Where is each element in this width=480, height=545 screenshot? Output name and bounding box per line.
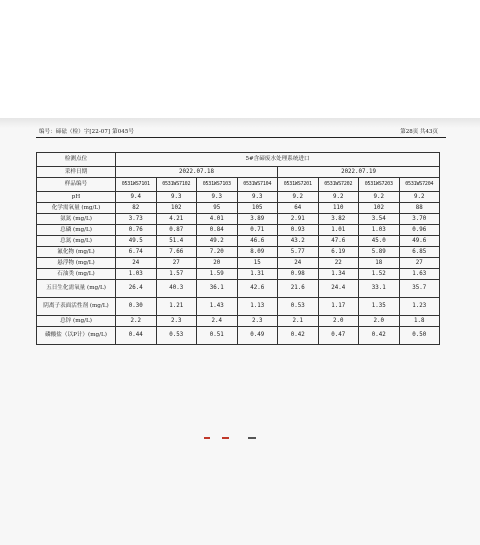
result-value: 20 bbox=[197, 258, 238, 269]
result-value: 3.73 bbox=[116, 214, 157, 225]
result-value: 27 bbox=[399, 258, 440, 269]
report-number: 编号：碲砝（检）字[22-07] 第045号 bbox=[39, 129, 135, 135]
result-value: 0.44 bbox=[116, 327, 157, 345]
test-results-table bbox=[36, 152, 440, 345]
result-row bbox=[37, 203, 440, 214]
result-value: 51.4 bbox=[156, 236, 197, 247]
sample-id: 0531WS7104 bbox=[237, 178, 278, 192]
sample-id: 0531WS7201 bbox=[278, 178, 319, 192]
result-value: 102 bbox=[156, 203, 197, 214]
parameter-name: 氨氮 (mg/L) bbox=[37, 214, 116, 225]
parameter-name: 氟化物 (mg/L) bbox=[37, 247, 116, 258]
result-value: 9.3 bbox=[197, 192, 238, 203]
result-value: 6.85 bbox=[399, 247, 440, 258]
result-value: 9.2 bbox=[318, 192, 359, 203]
result-value: 6.74 bbox=[116, 247, 157, 258]
sample-id: 0531WS7103 bbox=[197, 178, 238, 192]
result-row bbox=[37, 298, 440, 316]
result-value: 5.89 bbox=[359, 247, 400, 258]
parameter-name: 总锌 (mg/L) bbox=[37, 316, 116, 327]
result-value: 2.2 bbox=[116, 316, 157, 327]
location-label: 检测点位 bbox=[37, 153, 116, 167]
result-value: 46.6 bbox=[237, 236, 278, 247]
result-value: 1.63 bbox=[399, 269, 440, 280]
result-value: 6.19 bbox=[318, 247, 359, 258]
result-value: 1.52 bbox=[359, 269, 400, 280]
result-value: 0.30 bbox=[116, 298, 157, 316]
result-value: 49.5 bbox=[116, 236, 157, 247]
result-value: 9.2 bbox=[399, 192, 440, 203]
result-value: 3.54 bbox=[359, 214, 400, 225]
result-row bbox=[37, 236, 440, 247]
result-value: 8.09 bbox=[237, 247, 278, 258]
sample-id-row bbox=[37, 178, 440, 192]
result-value: 43.2 bbox=[278, 236, 319, 247]
result-value: 9.4 bbox=[116, 192, 157, 203]
parameter-name: 总氮 (mg/L) bbox=[37, 236, 116, 247]
result-value: 82 bbox=[116, 203, 157, 214]
header-divider bbox=[36, 137, 446, 138]
result-value: 49.2 bbox=[197, 236, 238, 247]
result-value: 36.1 bbox=[197, 280, 238, 298]
result-row bbox=[37, 269, 440, 280]
result-value: 1.03 bbox=[116, 269, 157, 280]
result-value: 3.89 bbox=[237, 214, 278, 225]
result-row bbox=[37, 258, 440, 269]
result-value: 40.3 bbox=[156, 280, 197, 298]
result-value: 4.01 bbox=[197, 214, 238, 225]
result-value: 0.47 bbox=[318, 327, 359, 345]
result-value: 21.6 bbox=[278, 280, 319, 298]
result-value: 0.42 bbox=[278, 327, 319, 345]
result-value: 2.1 bbox=[278, 316, 319, 327]
result-value: 88 bbox=[399, 203, 440, 214]
result-value: 105 bbox=[237, 203, 278, 214]
result-value: 7.66 bbox=[156, 247, 197, 258]
result-value: 2.3 bbox=[156, 316, 197, 327]
parameter-name: 悬浮物 (mg/L) bbox=[37, 258, 116, 269]
result-value: 2.0 bbox=[359, 316, 400, 327]
result-row bbox=[37, 247, 440, 258]
result-value: 1.17 bbox=[318, 298, 359, 316]
parameter-name: 五日生化需氧量 (mg/L) bbox=[37, 280, 116, 298]
result-value: 26.4 bbox=[116, 280, 157, 298]
sample-id-label: 样品编号 bbox=[37, 178, 116, 192]
result-value: 24 bbox=[278, 258, 319, 269]
result-rows bbox=[37, 192, 440, 345]
result-row bbox=[37, 280, 440, 298]
date-value: 2022.07.18 bbox=[116, 167, 278, 178]
result-value: 64 bbox=[278, 203, 319, 214]
result-row bbox=[37, 327, 440, 345]
result-row bbox=[37, 214, 440, 225]
date-value: 2022.07.19 bbox=[278, 167, 440, 178]
result-value: 95 bbox=[197, 203, 238, 214]
result-value: 42.6 bbox=[237, 280, 278, 298]
result-value: 1.23 bbox=[399, 298, 440, 316]
result-value: 1.21 bbox=[156, 298, 197, 316]
stamp-fragment bbox=[222, 437, 229, 439]
parameter-name: 化学需氧量 (mg/L) bbox=[37, 203, 116, 214]
result-value: 0.49 bbox=[237, 327, 278, 345]
result-value: 110 bbox=[318, 203, 359, 214]
result-value: 1.31 bbox=[237, 269, 278, 280]
result-row bbox=[37, 316, 440, 327]
result-value: 2.0 bbox=[318, 316, 359, 327]
location-value: 5#含碲废水处理系统进口 bbox=[116, 153, 440, 167]
result-value: 5.77 bbox=[278, 247, 319, 258]
result-value: 1.43 bbox=[197, 298, 238, 316]
result-value: 45.0 bbox=[359, 236, 400, 247]
result-value: 1.01 bbox=[318, 225, 359, 236]
result-value: 0.98 bbox=[278, 269, 319, 280]
result-value: 9.2 bbox=[359, 192, 400, 203]
result-value: 0.76 bbox=[116, 225, 157, 236]
parameter-name: 磷酸盐（以P计）(mg/L) bbox=[37, 327, 116, 345]
result-value: 1.35 bbox=[359, 298, 400, 316]
sample-id: 0531WS7101 bbox=[116, 178, 157, 192]
parameter-name: 石油类 (mg/L) bbox=[37, 269, 116, 280]
sample-id: 0531WS7203 bbox=[359, 178, 400, 192]
sample-id: 0531WS7204 bbox=[399, 178, 440, 192]
result-value: 49.6 bbox=[399, 236, 440, 247]
result-row bbox=[37, 225, 440, 236]
stamp-fragment bbox=[248, 437, 256, 439]
result-value: 0.50 bbox=[399, 327, 440, 345]
result-value: 4.21 bbox=[156, 214, 197, 225]
result-value: 0.53 bbox=[278, 298, 319, 316]
result-value: 24 bbox=[116, 258, 157, 269]
parameter-name: pH bbox=[37, 192, 116, 203]
sample-id: 0531WS7102 bbox=[156, 178, 197, 192]
result-value: 15 bbox=[237, 258, 278, 269]
result-value: 2.3 bbox=[237, 316, 278, 327]
result-value: 33.1 bbox=[359, 280, 400, 298]
parameter-name: 阴离子表面活性剂 (mg/L) bbox=[37, 298, 116, 316]
result-value: 22 bbox=[318, 258, 359, 269]
result-value: 0.87 bbox=[156, 225, 197, 236]
location-row bbox=[37, 153, 440, 167]
result-value: 0.71 bbox=[237, 225, 278, 236]
result-value: 0.53 bbox=[156, 327, 197, 345]
result-value: 0.84 bbox=[197, 225, 238, 236]
result-row bbox=[37, 192, 440, 203]
parameter-name: 总磷 (mg/L) bbox=[37, 225, 116, 236]
date-row bbox=[37, 167, 440, 178]
result-value: 0.93 bbox=[278, 225, 319, 236]
result-value: 1.03 bbox=[359, 225, 400, 236]
result-value: 2.4 bbox=[197, 316, 238, 327]
result-value: 0.42 bbox=[359, 327, 400, 345]
result-value: 18 bbox=[359, 258, 400, 269]
result-value: 0.51 bbox=[197, 327, 238, 345]
result-value: 9.3 bbox=[156, 192, 197, 203]
result-value: 2.91 bbox=[278, 214, 319, 225]
result-value: 24.4 bbox=[318, 280, 359, 298]
result-value: 1.57 bbox=[156, 269, 197, 280]
result-value: 3.82 bbox=[318, 214, 359, 225]
result-value: 1.8 bbox=[399, 316, 440, 327]
result-value: 35.7 bbox=[399, 280, 440, 298]
result-value: 9.3 bbox=[237, 192, 278, 203]
sample-id: 0531WS7202 bbox=[318, 178, 359, 192]
result-value: 3.70 bbox=[399, 214, 440, 225]
result-value: 1.59 bbox=[197, 269, 238, 280]
result-value: 0.96 bbox=[399, 225, 440, 236]
result-value: 9.2 bbox=[278, 192, 319, 203]
result-value: 7.20 bbox=[197, 247, 238, 258]
page-counter: 第28页 共43页 bbox=[400, 129, 438, 135]
result-value: 102 bbox=[359, 203, 400, 214]
result-value: 47.6 bbox=[318, 236, 359, 247]
result-value: 1.34 bbox=[318, 269, 359, 280]
result-value: 1.13 bbox=[237, 298, 278, 316]
result-value: 27 bbox=[156, 258, 197, 269]
date-label: 采样日期 bbox=[37, 167, 116, 178]
stamp-fragment bbox=[204, 437, 210, 439]
